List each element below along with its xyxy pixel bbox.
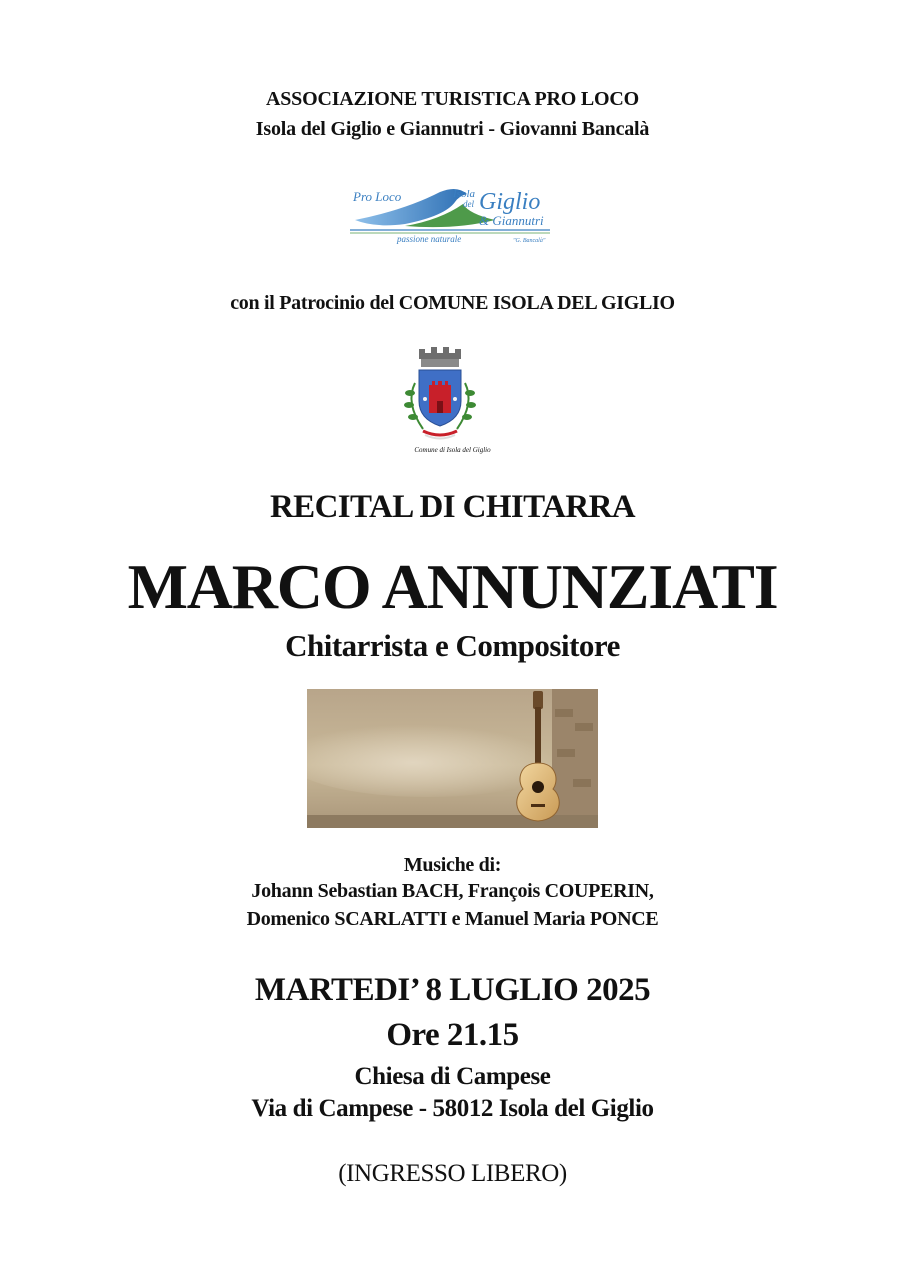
logo-giannutri-text: & Giannutri (479, 213, 544, 228)
leaf (465, 390, 475, 396)
leaf (408, 414, 418, 420)
crown-battlements (419, 347, 461, 359)
logo-pro-loco-text: Pro Loco (353, 189, 402, 204)
shield-lily-right (453, 397, 457, 401)
admission-note: (INGRESSO LIBERO) (338, 1160, 567, 1187)
guitar-photo (307, 689, 598, 828)
brick (557, 749, 575, 757)
tower-door (437, 401, 443, 413)
event-time: Ore 21.15 (386, 1017, 519, 1053)
leaf (405, 390, 415, 396)
floor-strip (307, 815, 598, 828)
guitar-headstock (533, 691, 543, 709)
leaf (466, 402, 476, 408)
composers-line-2: Domenico SCARLATTI e Manuel Maria PONCE (246, 908, 659, 930)
composers-line-1: Johann Sebastian BACH, François COUPERIN, (251, 880, 654, 902)
leaf (404, 402, 414, 408)
crown-base (421, 359, 459, 367)
logo-isola-text: Isola (453, 188, 475, 200)
brick (575, 723, 593, 731)
brick (573, 779, 591, 787)
ribbon (423, 431, 457, 435)
logo-del-text: del (463, 199, 474, 209)
event-type: RECITAL DI CHITARRA (269, 489, 636, 525)
logo-giglio-text: Giglio (479, 189, 541, 215)
patronage-text: con il Patrocinio del COMUNE ISOLA DEL GIGLIO (230, 292, 675, 314)
association-name: ASSOCIAZIONE TURISTICA PRO LOCO (266, 88, 639, 110)
event-address: Via di Campese - 58012 Isola del Giglio (251, 1095, 654, 1122)
logo-tagline-text: passione naturale (397, 234, 462, 244)
program-label: Musiche di: (403, 854, 502, 876)
guitar-soundhole (532, 781, 544, 793)
guitar-neck (535, 707, 541, 765)
shield-lily-left (423, 397, 427, 401)
logo-signature-text: "G. Bancalà" (513, 238, 546, 244)
municipal-crest-emblem (395, 343, 485, 445)
brick (555, 709, 573, 717)
performer-name: MARCO ANNUNZIATI (127, 551, 778, 622)
event-date: MARTEDI’ 8 LUGLIO 2025 (254, 972, 651, 1008)
performer-role: Chitarrista e Compositore (285, 628, 620, 663)
pro-loco-logo (345, 180, 560, 246)
crest-caption: Comune di Isola del Giglio (414, 446, 491, 454)
leaf (462, 414, 472, 420)
association-subtitle: Isola del Giglio e Giannutri - Giovanni Bancalà (255, 118, 650, 140)
event-venue: Chiesa di Campese (354, 1063, 551, 1090)
guitar-bridge (531, 804, 545, 807)
